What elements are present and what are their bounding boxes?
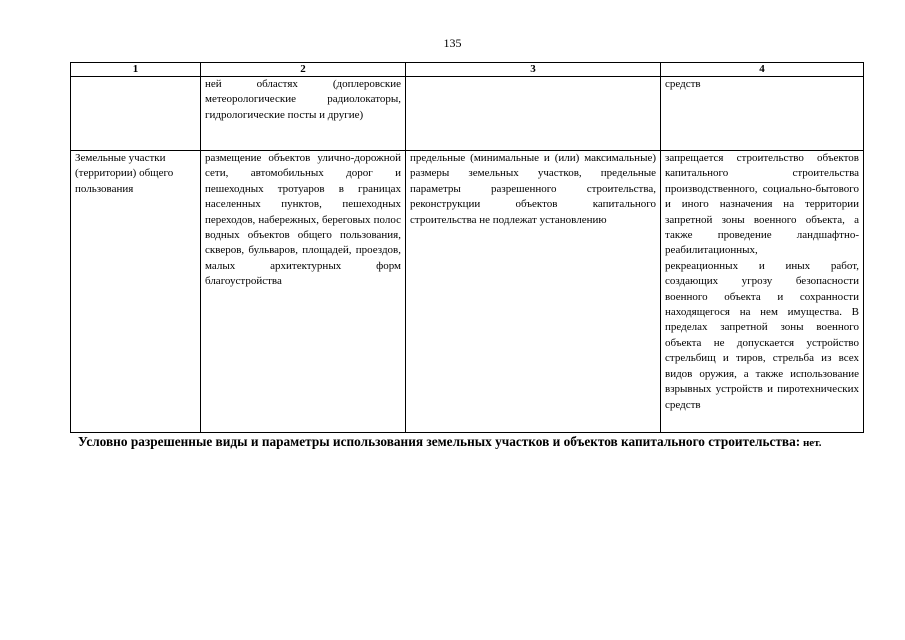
- row2-permitted-uses-cell: размещение объектов улично-дорожной сети, автомобильных дорог и пешеходных тротуаров в границах населенных пунктов, пешеходных переходов, набережных, береговых полос водных объектов общего пользования, скверов, бульваров, площадей, проездов, малых архитектурных форм благоустройства: [201, 151, 406, 433]
- conditional-uses-heading: [78, 433, 860, 452]
- row2-restrictions-cell: [661, 151, 864, 433]
- conditional-uses-value: нет.: [800, 437, 822, 449]
- table-header-row: [71, 63, 864, 77]
- conditional-uses-text: Условно разрешенные виды и параметры использования земельных участков и объектов капитального строительства:: [78, 434, 801, 449]
- column-header-4: 4: [661, 63, 864, 77]
- regulations-table: [70, 62, 864, 433]
- page-number: 135: [443, 36, 462, 50]
- column-header-2: 2: [201, 63, 406, 77]
- row1-col1-cell: [71, 77, 201, 151]
- row1-col2-cell: ней областях (доплеровские метеорологические радиолокаторы, гидрологические посты и другие): [201, 77, 406, 151]
- table-row-public-lands: [71, 151, 864, 433]
- column-header-3: 3: [406, 63, 661, 77]
- row2-land-type-cell: Земельные участки (территории) общего пользования: [71, 151, 201, 433]
- table-row-continuation: [71, 77, 864, 151]
- row1-col4-cell: средств: [661, 77, 864, 151]
- restrictions-part-2: рекреационных и иных работ, создающих угрозу безопасности военного объекта и сохранности находящегося на нем имущества. В пределах запретной зоны военного объекта не допускается устройство стрельбищ и тиров, стрельба из всех видов оружия, а также использование взрывных устройств и пиротехнических средств: [665, 259, 859, 411]
- column-header-1: 1: [71, 63, 201, 77]
- row2-parameters-cell: предельные (минимальные и (или) максимальные) размеры земельных участков, предельные параметры разрешенного строительства, реконструкции объектов капитального строительства не подлежат установлению: [406, 151, 661, 433]
- row1-col3-cell: [406, 77, 661, 151]
- restrictions-part-1: запрещается строительство объектов капитального строительства производственного, социально-бытового и иного назначения на территории запретной зоны военного объекта, а также проведение ландшафтно-реабилитационных,: [665, 152, 859, 257]
